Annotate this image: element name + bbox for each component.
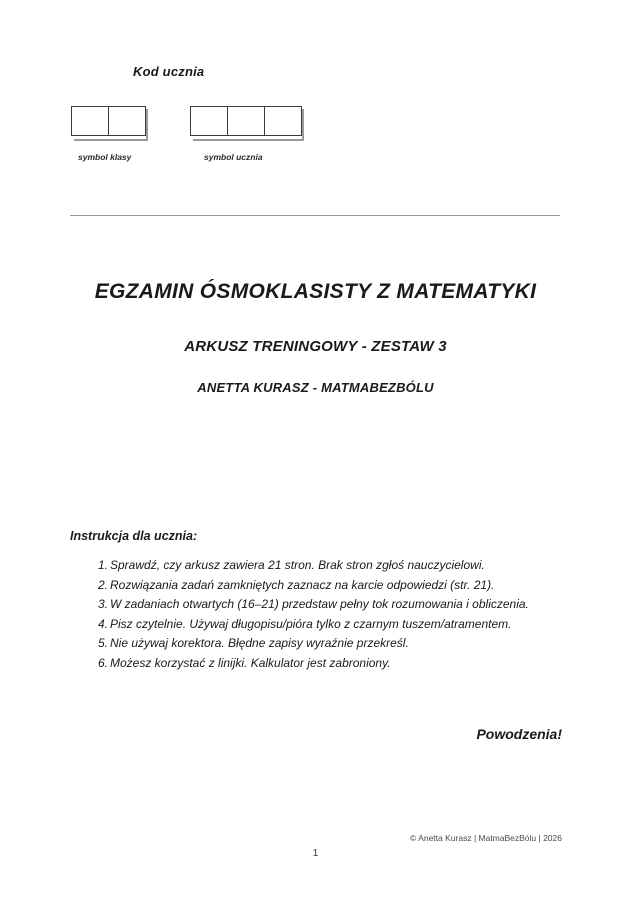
instruction-text: Nie używaj korektora. Błędne zapisy wyraźnie przekreśl. [110, 636, 409, 650]
exam-subtitle-author: ANETTA KURASZ - MATMABEZBÓLU [197, 380, 434, 395]
student-box-shadow-right [302, 109, 304, 139]
instruction-item [70, 654, 562, 674]
instruction-text: Sprawdź, czy arkusz zawiera 21 stron. Brak stron zgłoś nauczycielowi. [110, 558, 485, 572]
exam-main-title: EGZAMIN ÓSMOKLASISTY Z MATEMATYKI [94, 280, 537, 303]
class-symbol-cell[interactable] [71, 106, 109, 136]
instruction-number: 1. [97, 558, 108, 572]
good-luck-message: Powodzenia! [476, 726, 562, 742]
instruction-item [70, 576, 562, 596]
page-number: 1 [312, 848, 319, 859]
instruction-text: W zadaniach otwartych (16–21) przedstaw pełny tok rozumowania i obliczenia. [110, 597, 529, 611]
header-divider [70, 215, 560, 216]
instruction-number: 6. [97, 655, 108, 670]
instruction-item [70, 595, 562, 615]
student-code-title: Kod ucznia [133, 64, 205, 79]
instruction-number: 2. [97, 577, 108, 592]
class-box-shadow-right [146, 109, 148, 139]
student-box-shadow-bottom [193, 139, 304, 141]
class-symbol-boxes [71, 106, 146, 136]
class-symbol-caption: symbol klasy [78, 152, 132, 162]
student-symbol-cell[interactable] [190, 106, 228, 136]
instructions-list [70, 556, 562, 673]
instruction-number: 5. [97, 636, 108, 650]
student-symbol-caption: symbol ucznia [204, 152, 263, 162]
class-symbol-cell[interactable] [108, 106, 146, 136]
copyright-notice: © Anetta Kurasz | MatmaBezBólu | 2026 [410, 833, 562, 843]
exam-subtitle-worksheet: ARKUSZ TRENINGOWY - ZESTAW 3 [184, 338, 447, 355]
instruction-item [70, 615, 562, 635]
instruction-text: Pisz czytelnie. Używaj długopisu/pióra tylko z czarnym tuszem/atramentem. [110, 616, 512, 631]
instruction-number: 3. [97, 597, 108, 611]
code-boxes-row [0, 106, 631, 138]
class-box-shadow-bottom [74, 139, 148, 141]
instruction-text: Możesz korzystać z linijki. Kalkulator jest zabroniony. [110, 655, 391, 670]
student-symbol-cell[interactable] [227, 106, 265, 136]
student-symbol-boxes [190, 106, 302, 136]
instruction-item [70, 556, 562, 576]
instruction-text: Rozwiązania zadań zamkniętych zaznacz na karcie odpowiedzi (str. 21). [110, 577, 495, 592]
student-symbol-cell[interactable] [264, 106, 302, 136]
instruction-item [70, 634, 562, 654]
instruction-number: 4. [97, 616, 108, 631]
instructions-heading: Instrukcja dla ucznia: [70, 529, 198, 543]
